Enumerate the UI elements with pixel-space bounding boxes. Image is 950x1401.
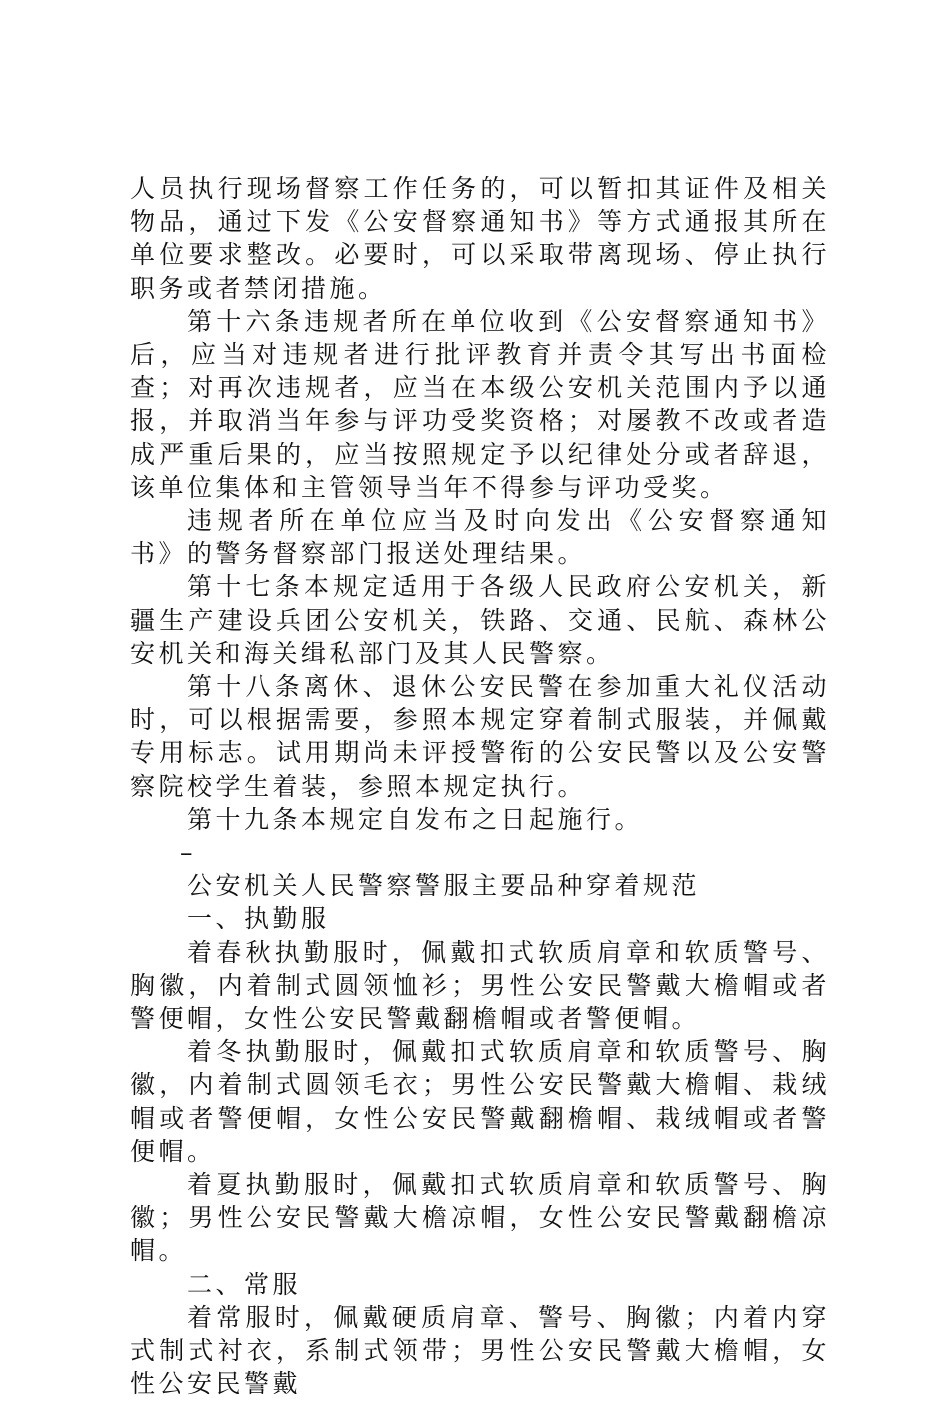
paragraph-spring-autumn-duty-uniform: 着春秋执勤服时，佩戴扣式软质肩章和软质警号、胸徽，内着制式圆领恤衫；男性公安民警戴大檐帽或者警便帽，女性公安民警戴翻檐帽或者警便帽。: [130, 937, 830, 1034]
paragraph-article-16: 第十六条违规者所在单位收到《公安督察通知书》后，应当对违规者进行批评教育并责令其写出书面检查；对再次违规者，应当在本级公安机关范围内予以通报，并取消当年参与评功受奖资格；对屡教不改或者造成严重后果的，应当按照规定予以纪律处分或者辞退，该单位集体和主管领导当年不得参与评功受奖。: [130, 306, 830, 502]
section-heading-duty-uniform: 一、执勤服: [187, 904, 330, 934]
paragraph-article-16-result-report: 违规者所在单位应当及时向发出《公安督察通知书》的警务督察部门报送处理结果。: [130, 506, 830, 569]
document-body: [130, 172, 830, 1401]
paragraph-summer-duty-uniform: 着夏执勤服时，佩戴扣式软质肩章和软质警号、胸徽；男性公安民警戴大檐凉帽，女性公安民警戴翻檐凉帽。: [130, 1170, 830, 1266]
paragraph-article-17: 第十七条本规定适用于各级人民政府公安机关，新疆生产建设兵团公安机关，铁路、交通、民航、森林公安机关和海关缉私部门及其人民警察。: [130, 572, 830, 668]
appendix-title: 公安机关人民警察警服主要品种穿着规范: [187, 871, 701, 901]
paragraph-article-19: 第十九条本规定自发布之日起施行。: [187, 804, 644, 834]
paragraph-article-18: 第十八条离休、退休公安民警在参加重大礼仪活动时，可以根据需要，参照本规定穿着制式服装，并佩戴专用标志。试用期尚未评授警衔的公安民警以及公安警察院校学生着装，参照本规定执行。: [130, 672, 830, 801]
section-heading-regular-uniform: 二、常服: [187, 1269, 302, 1299]
section-separator-dash: –: [180, 838, 196, 868]
paragraph-winter-duty-uniform: 着冬执勤服时，佩戴扣式软质肩章和软质警号、胸徽，内着制式圆领毛衣；男性公安民警戴大檐帽、栽绒帽或者警便帽，女性公安民警戴翻檐帽、栽绒帽或者警便帽。: [130, 1037, 830, 1166]
paragraph-regular-uniform: 着常服时，佩戴硬质肩章、警号、胸徽；内着内穿式制式衬衣，系制式领带；男性公安民警戴大檐帽，女性公安民警戴: [130, 1302, 830, 1399]
paragraph-article-15-continued: 人员执行现场督察工作任务的，可以暂扣其证件及相关物品，通过下发《公安督察通知书》等方式通报其所在单位要求整改。必要时，可以采取带离现场、停止执行职务或者禁闭措施。: [130, 174, 830, 303]
